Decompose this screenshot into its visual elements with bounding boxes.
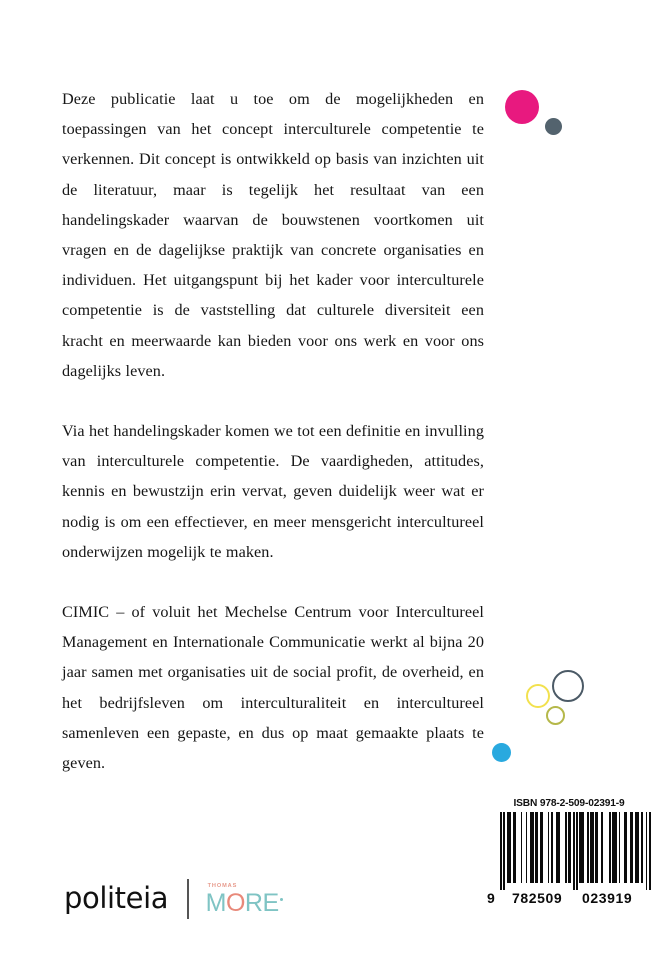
barcode-digit-group-1: 782509 [512, 890, 563, 906]
slate-ring-decoration [552, 670, 584, 702]
isbn-label: ISBN 978-2-509-02391-9 [513, 798, 625, 809]
blurb-paragraph-1: Deze publicatie laat u toe om de mogelijkheden en toepassingen van het concept interculturele competentie te verkennen. Dit concept is ontwikkeld op basis van inzichten uit de literatuur, maar is tegelijk het resultaat van een handelingskader waarvan de bouwstenen voortkomen uit vragen en de dagelijkse praktijk van concrete organisaties en individuen. Het uitgangspunt bij het kader voor interculturele competentie is de vaststelling dat culturele diversiteit een kracht en meerwaarde kan bieden voor ons werk en voor ons dagelijks leven. [62, 90, 484, 380]
thomas-more-wordmark [205, 888, 283, 917]
pink-circle-decoration [505, 90, 539, 124]
more-registered-dot [280, 898, 283, 901]
more-letter-m: M [205, 888, 226, 917]
more-letter-o: O [225, 888, 245, 917]
back-cover-blurb [62, 84, 484, 778]
publisher-logo-row [64, 876, 283, 922]
barcode-lead-digit: 9 [487, 890, 496, 906]
blurb-paragraph-3: CIMIC – of voluit het Mechelse Centrum voor Intercultureel Management en Internationale Communicatie werkt al bijna 20 jaar samen met organisaties uit de social profit, de overheid, en het bedrijfsleven om interculturaliteit en intercultureel samenleven een gepaste, en dus op maat gemaakte plaats te geven. [62, 603, 484, 773]
thomas-more-prefix: THOMAS [207, 883, 238, 890]
barcode-digits [486, 890, 652, 906]
barcode-bars [486, 812, 652, 890]
cyan-circle-decoration [492, 743, 511, 762]
thomas-more-logo [206, 882, 283, 916]
blurb-paragraph-2: Via het handelingskader komen we tot een definitie en invulling van interculturele competentie. De vaardigheden, attitudes, kennis en bewustzijn erin vervat, geven duidelijk weer wat er nodig is om een effectiever, en meer mensgericht intercultureel onderwijzen mogelijk te maken. [62, 422, 484, 561]
yellow-ring-decoration [526, 684, 550, 708]
more-letter-e: E [262, 888, 279, 917]
more-letter-r: R [244, 888, 263, 917]
logo-divider [187, 879, 189, 919]
barcode-digit-group-2: 023919 [582, 890, 633, 906]
slate-dot-decoration [545, 118, 562, 135]
barcode-block [486, 798, 652, 906]
politeia-logo: politeia [64, 880, 169, 915]
olive-ring-decoration [546, 706, 565, 725]
